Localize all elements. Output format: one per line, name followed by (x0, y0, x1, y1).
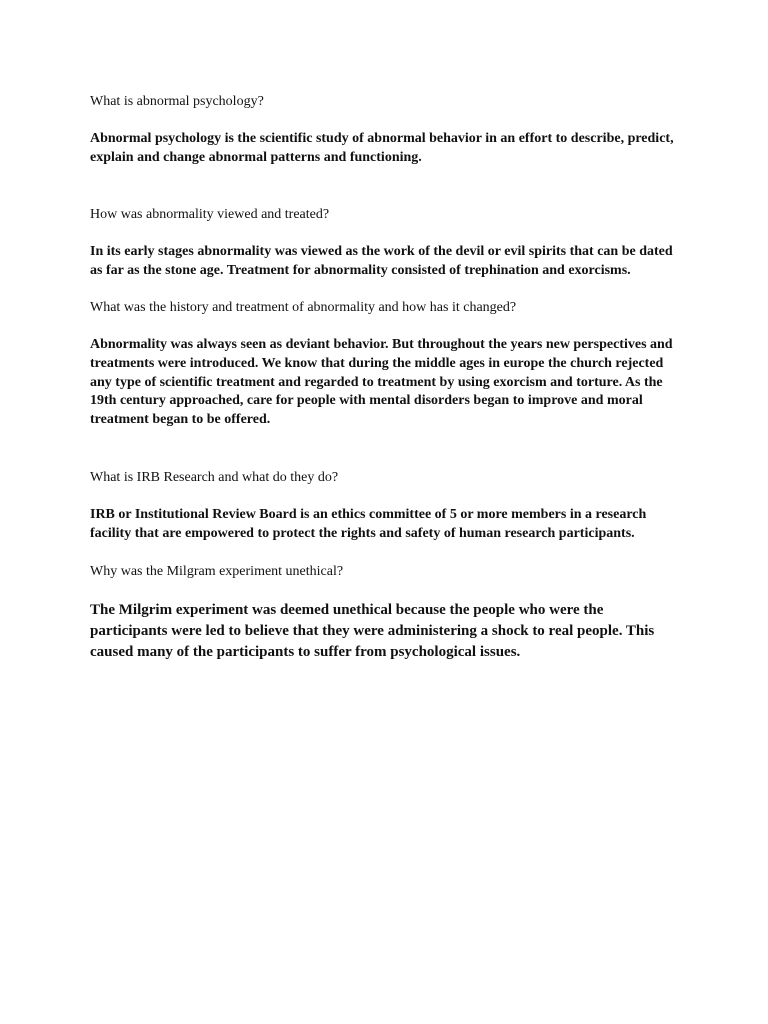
answer-irb-research: IRB or Institutional Review Board is an ethics committee of 5 or more members in a research facility that are empowered to protect the rights and safety of human research participants. (90, 507, 647, 541)
question-abnormal-psychology: What is abnormal psychology? (90, 94, 264, 109)
answer-milgram-experiment: The Milgrim experiment was deemed unethical because the people who were the participants were led to believe that they were administering a shock to real people. This caused many of the participants to suffer from psychological issues. (90, 602, 655, 660)
question-milgram-experiment: Why was the Milgram experiment unethical? (90, 564, 344, 579)
question-irb-research: What is IRB Research and what do they do? (90, 470, 339, 485)
question-abnormality-viewed: How was abnormality viewed and treated? (90, 207, 330, 222)
question-history-treatment: What was the history and treatment of abnormality and how has it changed? (90, 300, 517, 315)
answer-abnormal-psychology: Abnormal psychology is the scientific study of abnormal behavior in an effort to describe, predict, explain and change abnormal patterns and functioning. (90, 131, 674, 165)
answer-abnormality-viewed: In its early stages abnormality was viewed as the work of the devil or evil spirits that can be dated as far as the stone age. Treatment for abnormality consisted of trephination and exorcisms. (90, 244, 673, 278)
answer-history-treatment: Abnormality was always seen as deviant behavior. But throughout the years new perspectives and treatments were introduced. We know that during the middle ages in europe the church rejected any type of scientific treatment and regarded to treatment by using exorcism and torture. As the 19th century approached, care for people with mental disorders began to improve and moral treatment began to be offered. (90, 337, 673, 428)
